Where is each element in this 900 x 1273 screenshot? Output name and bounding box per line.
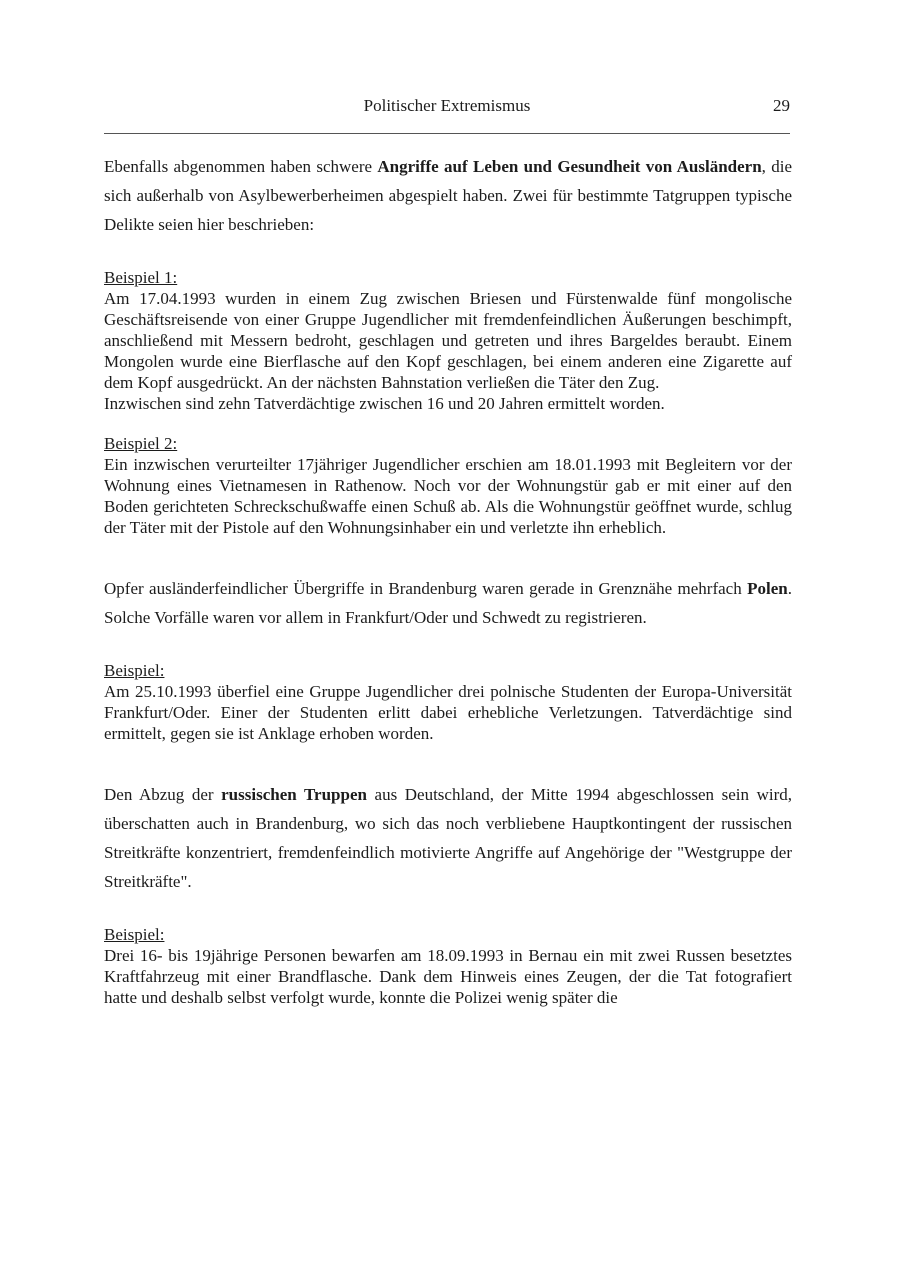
example-2-label: Beispiel 2: [104, 434, 178, 453]
poles-text-end: . Solche Vorfälle waren vor allem in Frankfurt/Oder und Schwedt zu registrieren. [104, 579, 792, 627]
running-header [104, 92, 790, 122]
page-number: 29 [773, 96, 790, 115]
spacer [104, 414, 792, 433]
spacer [104, 896, 792, 924]
example-2-text: Ein inzwischen verurteilter 17jähriger Jugendlicher erschien am 18.01.1993 mit Begleitern vor der Wohnung eines Vietnamesen in Rathenow. Noch vor der Wohnungstür gab er mit einer auf den Boden gerichteten Schreckschußwaffe einen Schuß ab. Als die Wohnungstür geöffnet wurde, schlug der Täter mit der Pistole auf den Wohnungsinhaber ein und verletzte ihn erheblich. [104, 455, 792, 537]
spacer [104, 538, 792, 574]
troops-paragraph [104, 780, 792, 896]
troops-text-end: aus Deutschland, der Mitte 1994 abgeschlossen sein wird, überschatten auch in Brandenburg, wo sich das noch verbliebene Hauptkontingent der russischen Streitkräfte konzentriert, fremdenfeindlich motivierte Angriffe auf Angehörige der "Westgruppe der Streitkräfte". [104, 785, 792, 891]
example-1-label: Beispiel 1: [104, 268, 178, 287]
spacer [104, 239, 792, 267]
troops-emphasis: russischen Truppen [221, 785, 367, 804]
intro-emphasis: Angriffe auf Leben und Gesundheit von Ausländern [377, 157, 762, 176]
example-1-followup: Inzwischen sind zehn Tatverdächtige zwischen 16 und 20 Jahren ermittelt worden. [104, 394, 665, 413]
spacer [104, 744, 792, 780]
example-4-text: Drei 16- bis 19jährige Personen bewarfen am 18.09.1993 in Bernau ein mit zwei Russen besetztes Kraftfahrzeug mit einer Brandflasche. Dank dem Hinweis eines Zeugen, der die Tat fotografiert hatte und deshalb selbst verfolgt wurde, konnte die Polizei wenig später die [104, 946, 792, 1007]
example-3 [104, 660, 792, 744]
body-text [104, 152, 792, 1008]
example-3-text: Am 25.10.1993 überfiel eine Gruppe Jugendlicher drei polnische Studenten der Europa-Universität Frankfurt/Oder. Einer der Studenten erlitt dabei erhebliche Verletzungen. Tatverdächtige sind ermittelt, gegen sie ist Anklage erhoben worden. [104, 682, 792, 743]
troops-text-start: Den Abzug der [104, 785, 222, 804]
poles-emphasis: Polen [747, 579, 788, 598]
running-title: Politischer Extremismus [363, 96, 531, 115]
poles-text-start: Opfer ausländerfeindlicher Übergriffe in Brandenburg waren gerade in Grenznähe mehrfach [104, 579, 748, 598]
example-1-text: Am 17.04.1993 wurden in einem Zug zwischen Briesen und Fürstenwalde fünf mongolische Geschäftsreisende von einer Gruppe Jugendlicher mit fremdenfeindlichen Äußerungen beschimpft, anschließend mit Messern bedroht, geschlagen und getreten und ihres Bargeldes beraubt. Einem Mongolen wurde eine Bierflasche auf den Kopf geschlagen, bei einem anderen eine Zigarette auf dem Kopf ausgedrückt. An der nächsten Bahnstation verließen die Täter den Zug. [104, 289, 792, 392]
intro-paragraph [104, 152, 792, 239]
example-4-label: Beispiel: [104, 925, 165, 944]
example-4 [104, 924, 792, 1008]
header-rule [104, 133, 790, 134]
spacer [104, 632, 792, 660]
poles-paragraph [104, 574, 792, 632]
example-2 [104, 433, 792, 538]
intro-text-end: , die sich außerhalb von Asylbewerberheimen abgespielt haben. Zwei für bestimmte Tatgruppen typische Delikte seien hier beschrieben: [104, 157, 792, 234]
example-3-label: Beispiel: [104, 661, 165, 680]
example-1 [104, 267, 792, 414]
intro-text-start: Ebenfalls abgenommen haben schwere [104, 157, 378, 176]
